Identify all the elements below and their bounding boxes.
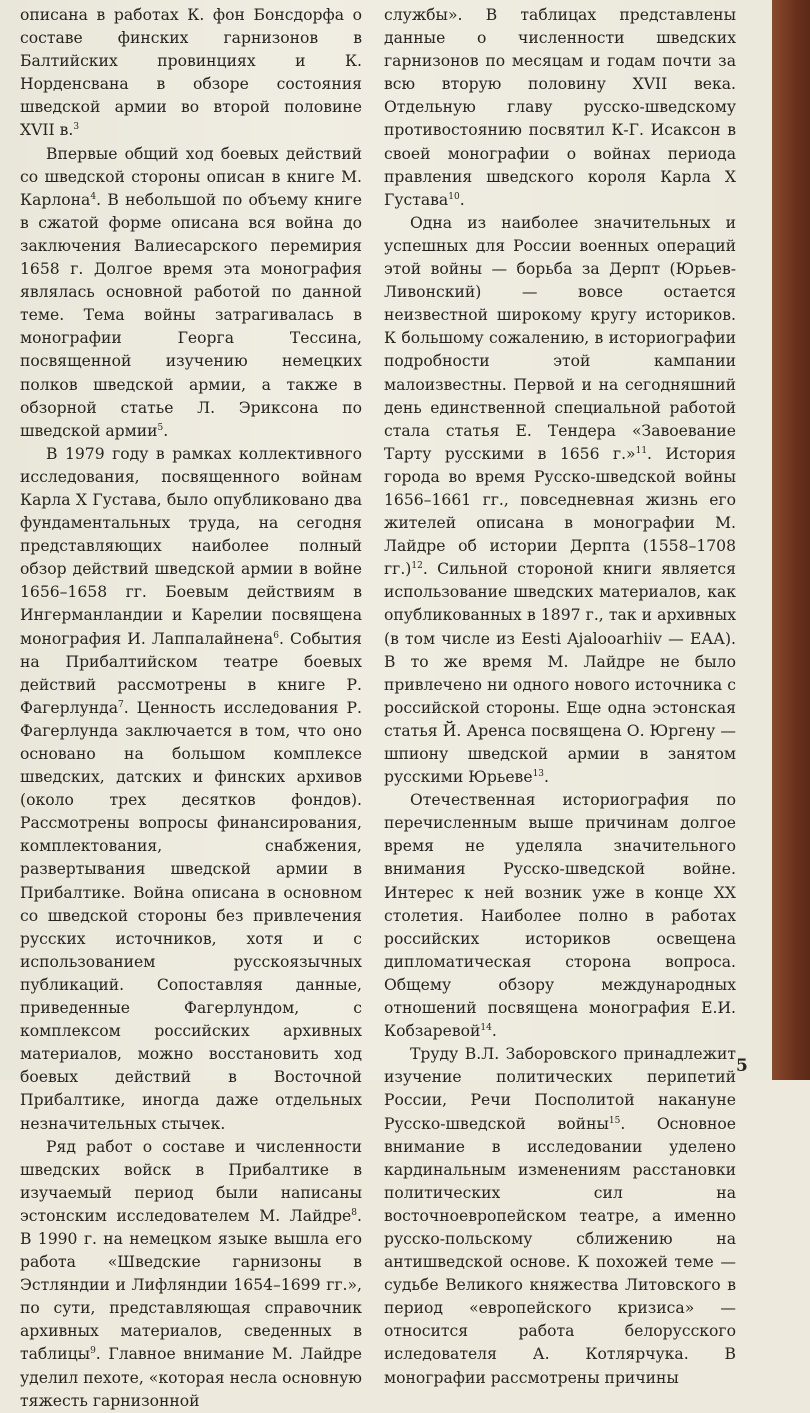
paragraph bbox=[20, 443, 362, 1136]
paragraph-text: . Основное внимание в исследовании уделено кардинальным изменениям расстановки политических сил на восточноевропейском театре, а именно русско-польскому сближению на антишведской основе. К похожей теме — судьбе Великого княжества Литовского в период «европейского кризиса» — относится работа белорусского иследователя А. Котлярчука. В монографии рассмотрены причины bbox=[384, 1114, 736, 1387]
footnote-marker: 11 bbox=[635, 445, 648, 456]
paragraph-text: . В 1990 г. на немецком языке вышла его работа «Шведские гарнизоны в Эстляндии и Лифляндии 1654–1699 гг.», по сути, представляющая справочник архивных материалов, сведенных в таблицы bbox=[20, 1206, 362, 1364]
paragraph-text: . Ценность исследования Р. Фагерлунда заключается в том, что оно основано на большом комплексе шведских, датских и финских архивов (около трех десятков фондов). Рассмотрены вопросы финансирования, комплектования, снабжения, развертывания шведской армии в Прибалтике. Война описана в основном со шведской стороны без привлечения русских источников, хотя и с использованием русскоязычных публикаций. Сопоставляя данные, приведенные Фагерлундом, с комплексом российских архивных материалов, можно восстановить ход боевых действий в Восточной Прибалтике, иногда даже отдельных незначительных стычек. bbox=[20, 698, 362, 1133]
footnote-marker: 9 bbox=[90, 1346, 96, 1357]
paragraph bbox=[384, 789, 736, 1043]
paragraph-text: службы». В таблицах представлены данные о численности шведских гарнизонов по месяцам и годам почти за всю вторую половину XVII века. Отдельную главу русско-шведскому противостоянию посвятил К-Г. Исаксон в своей монографии о войнах периода правления шведского короля Карла Х Густава bbox=[384, 6, 736, 209]
footnote-marker: 13 bbox=[532, 769, 545, 780]
paragraph-text: Впервые общий ход боевых действий со шведской стороны описан в книге М. Карлона bbox=[20, 144, 362, 209]
paragraph bbox=[20, 4, 362, 143]
paragraph-text: . bbox=[163, 421, 169, 440]
footnote-marker: 15 bbox=[608, 1115, 621, 1126]
footnote-marker: 4 bbox=[90, 191, 97, 202]
paragraph-text: Отечественная историография по перечисленным выше причинам долгое время не уделяла значительного внимания Русско-шведской войне. Интерес к ней возник уже в конце XX столетия. Наиболее полно в работах российских историков освещена дипломатическая сторона вопроса. Общему обзору международных отношений посвящена монография Е.И. Кобзаревой bbox=[384, 791, 736, 1041]
paragraph bbox=[384, 212, 736, 789]
footnote-marker: 6 bbox=[273, 630, 279, 641]
paragraph-text: . В небольшой по объему книге в сжатой форме описана вся война до заключения Валиесарского перемирия 1658 г. Долгое время эта монография являлась основной работой по данной теме. Тема войны затрагивалась в монографии Георга Тессина, посвященной изучению немецких полков шведской армии, а также в обзорной статье Л. Эриксона по шведской армии bbox=[20, 190, 362, 440]
footnote-marker: 3 bbox=[73, 122, 80, 133]
left-column bbox=[20, 4, 362, 1413]
paragraph-text: . bbox=[491, 1022, 497, 1041]
paragraph-text: . История города во время Русско-шведской войны 1656–1661 гг., повседневная жизнь его жителей описана в монографии М. Лайдре об истории Дерпта (1558–1708 гг.) bbox=[384, 444, 736, 579]
footnote-marker: 10 bbox=[448, 191, 460, 202]
paragraph-text: . bbox=[459, 190, 465, 209]
paragraph-text: Ряд работ о составе и численности шведских войск в Прибалтике в изучаемый период были написаны эстонским исследователем М. Лайдре bbox=[20, 1137, 362, 1225]
paragraph-text: В 1979 году в рамках коллективного исследования, посвященного войнам Карла Х Густава, было опубликовано два фундаментальных труда, на сегодня представляющих наиболее полный обзор действий шведской армии в войне 1656–1658 гг. Боевым действиям в Ингерманландии и Карелии посвящена монография И. Лаппалайнена bbox=[20, 444, 362, 648]
paragraph-text: Труду В.Л. Заборовского принадлежит изучение политических перипетий России, Речи Посполитой накануне Русско-шведской войны bbox=[384, 1045, 736, 1133]
footnote-marker: 12 bbox=[411, 561, 423, 572]
paragraph bbox=[384, 1043, 736, 1389]
page-number: 5 bbox=[736, 1056, 748, 1076]
paragraph-text: . Сильной стороной книги является использование шведских материалов, как опубликованных в 1897 г., так и архивных (в том числе из Eesti Ajalooarhiiv — ЕАА). В то же время М. Лайдре не было привлечено ни одного нового источника с российской стороны. Еще одна эстонская статья Й. Аренса посвящена О. Юргену — шпиону шведской армии в занятом русскими Юрьеве bbox=[384, 560, 736, 787]
footnote-marker: 5 bbox=[157, 422, 164, 433]
paragraph-text: . События на Прибалтийском театре боевых действий рассмотрены в книге Р. Фагерлунда bbox=[20, 629, 362, 717]
paragraph bbox=[384, 4, 736, 212]
right-column bbox=[384, 4, 736, 1390]
paragraph bbox=[20, 143, 362, 443]
footnote-marker: 7 bbox=[118, 699, 124, 710]
book-cover-edge bbox=[772, 0, 810, 1080]
paragraph bbox=[20, 1136, 362, 1413]
paragraph-text: . bbox=[544, 768, 549, 787]
footnote-marker: 14 bbox=[480, 1023, 492, 1034]
footnote-marker: 8 bbox=[351, 1207, 358, 1218]
paragraph-text: Одна из наиболее значительных и успешных для России военных операций этой войны — борьба за Дерпт (Юрьев-Ливонский) — вовсе остается неизвестной широкому кругу историков. К большому сожалению, в историографии подробности этой кампании малоизвестны. Первой и на сегодняшний день единственной специальной работой стала статья Е. Тендера «Завоевание Тарту русскими в 1656 г.» bbox=[384, 213, 736, 463]
paragraph-text: . Главное внимание М. Лайдре уделил пехоте, «которая несла основную тяжесть гарнизонной bbox=[20, 1345, 362, 1410]
paragraph-text: описана в работах К. фон Бонсдорфа о составе финских гарнизонов в Балтийских провинциях и К. Норденсвана в обзоре состояния шведской армии во второй половине XVII в. bbox=[20, 6, 362, 140]
